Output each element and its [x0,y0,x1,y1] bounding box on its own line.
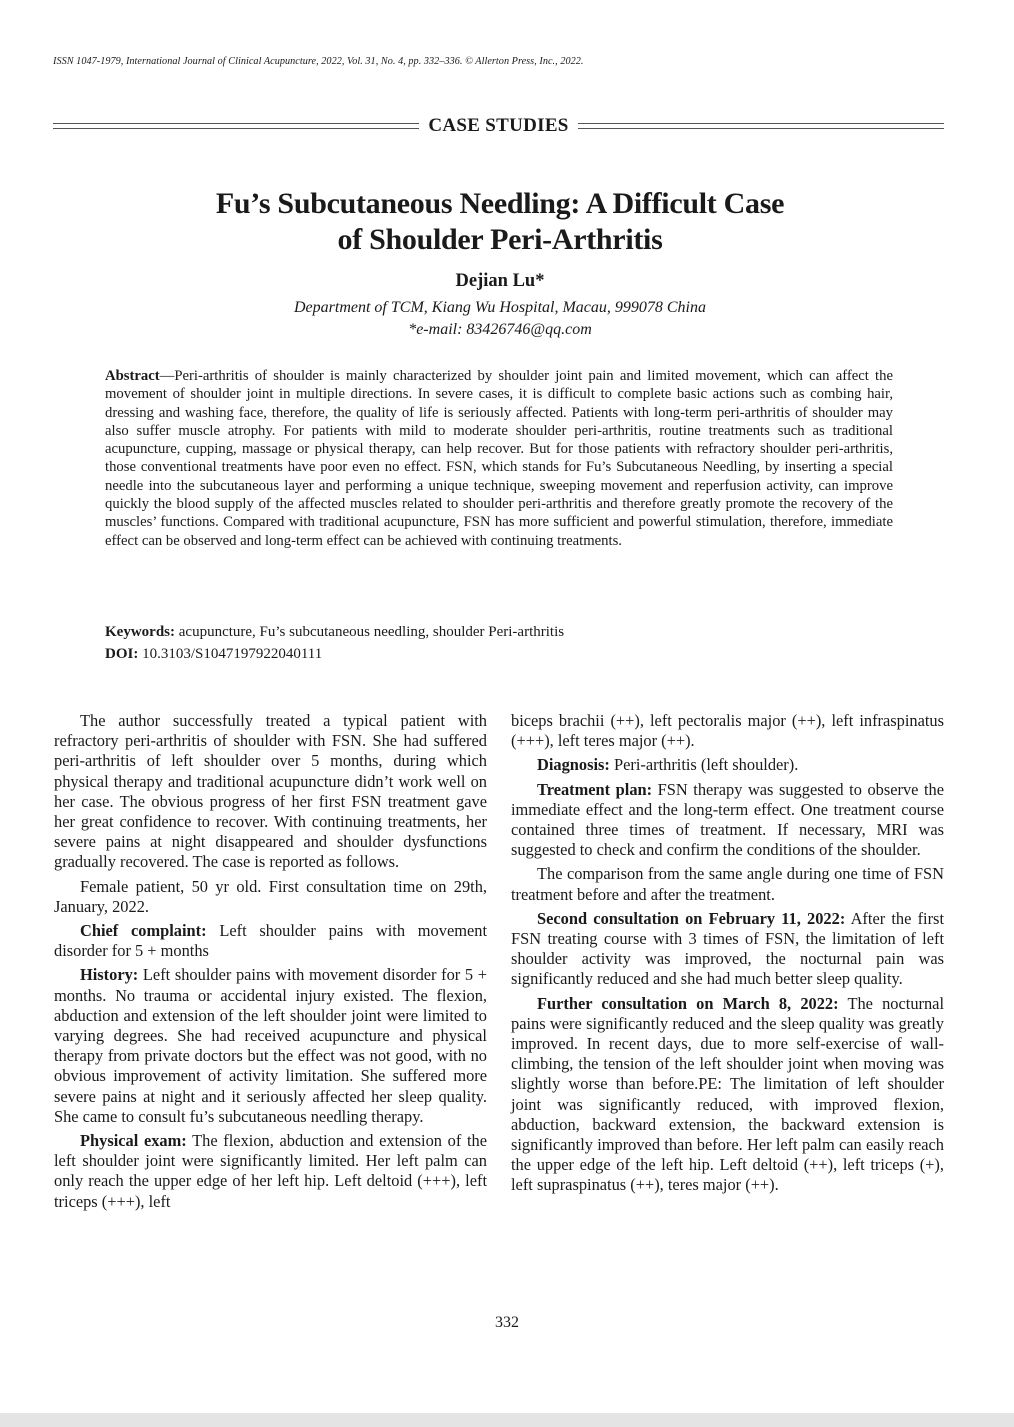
body-paragraph-intro: The author successfully treated a typical patient with refractory peri-arthritis of shoulder with FSN. She had suffered peri-arthritis of left shoulder over 5 months, during which physical therapy and traditional acupuncture didn’t work well on her case. The obvious progress of her first FSN treatment gave her great confidence to recover. With continuing treatments, her severe pains at night disappeared and shoulder dysfunctions gradually recovered. The case is reported as follows. [54,711,487,872]
chief-complaint-label: Chief complaint: [80,921,207,941]
diagnosis [511,755,944,775]
second-consultation [511,909,944,990]
page-number: 332 [495,1314,519,1331]
keywords-block [105,621,893,665]
affiliation: Department of TCM, Kiang Wu Hospital, Macau, 999078 China [294,299,706,316]
banner-rule-right [578,123,944,129]
author-email: *e-mail: 83426746@qq.com [408,321,592,338]
history-label: History: [80,965,139,985]
abstract-label: Abstract [105,368,160,384]
second-consultation-text: After the first FSN treating course with 3 times of FSN, the limitation of left shoulder activity was improved, the nocturnal pain was significantly reduced and she had much better sleep quality. [511,908,944,989]
banner-rule-left [53,123,419,129]
doi [105,643,893,665]
journal-citation: ISSN 1047-1979, International Journal of Clinical Acupuncture, 2022, Vol. 31, No. 4, pp. 332–336. © Allerton Press, Inc., 2022. [53,56,584,67]
physical-exam-continued: biceps brachii (++), left pectoralis major (++), left infraspinatus (+++), left teres major (++). [511,711,944,751]
physical-exam [54,1131,487,1212]
comparison-paragraph: The comparison from the same angle during one time of FSN treatment before and after the treatment. [511,864,944,904]
further-consultation-label: Further consultation on March 8, 2022: [537,993,839,1013]
title-line-1: Fu’s Subcutaneous Needling: A Difficult Case [215,187,785,220]
article-title [100,186,900,258]
body-column-right [511,711,944,1200]
diagnosis-label: Diagnosis: [537,755,610,775]
physical-exam-label: Physical exam: [80,1131,187,1151]
author-name: Dejian Lu* [455,271,545,291]
keywords-label: Keywords: [105,624,175,640]
section-banner [53,113,944,139]
body-paragraph-patient: Female patient, 50 yr old. First consultation time on 29th, January, 2022. [54,876,487,916]
abstract-text: —Peri-arthritis of shoulder is mainly characterized by shoulder joint pain and limited movement, which can affect the movement of shoulder joint in multiple directions. In severe cases, it is difficult to complete basic actions such as combing hair, dressing and washing face, therefore, the quality of life is seriously affected. Patients with long-term peri-arthritis of shoulder may also suffer muscle atrophy. For patients with mild to moderate shoulder peri-arthritis, routine treatments such as traditional acupuncture, cupping, massage or physical therapy, can help recover. But for those patients with refractory shoulder peri-arthritis, those conventional treatments have poor even no effect. FSN, which stands for Fu’s Subcutaneous Needling, by inserting a special needle into the subcutaneous layer and performing a unique technique, sweeping movement and reperfusion activity, can improve quickly the blood supply of the affected muscles related to shoulder peri-arthritis and therefore greatly promote the recovery of the muscles’ functions. Compared with traditional acupuncture, FSN has more sufficient and powerful stimulation, therefore, immediate effect can be observed and long-term effect can be achieved with continuing treatments. [105,368,893,549]
section-heading: CASE STUDIES [428,115,569,136]
doi-label: DOI: [105,646,139,662]
history-text: Left shoulder pains with movement disorder for 5 + months. No trauma or accidental injury existed. The flexion, abduction and extension of the left shoulder joint were limited to varying degrees. She had received acupuncture and physical therapy from private doctors but the effect was not good, with no obvious improvement of activity limitation. She suffered more severe pains at night and it seriously affected her sleep quality. She came to consult fu’s subcutaneous needling therapy. [54,965,487,1126]
title-line-2: of Shoulder Peri-Arthritis [337,223,663,256]
further-consultation [511,994,944,1196]
history [54,965,487,1127]
physical-exam-text: The flexion, abduction and extension of the left shoulder joint were significantly limited. Her left palm can only reach the upper edge of her left hip. Left deltoid (+++), left triceps (+++), left [54,1131,487,1211]
treatment-plan-label: Treatment plan: [537,779,653,799]
further-consultation-text: The nocturnal pains were significantly reduced and the sleep quality was greatly improved. In recent days, due to more self-exercise of wall-climbing, the tension of the left shoulder joint when moving was slightly worse than before.PE: The limitation of left shoulder joint was significantly reduced, with improved flexion, abduction, backward extension, the backward extension is significantly improved than before. Her left palm can easily reach the upper edge of the left hip. Left deltoid (++), left triceps (+), left supraspinatus (++), teres major (++). [511,993,944,1195]
second-consultation-label: Second consultation on February 11, 2022: [537,908,846,928]
diagnosis-text: Peri-arthritis (left shoulder). [609,755,799,775]
abstract [105,367,893,550]
chief-complaint-text: Left shoulder pains with movement disorder for 5 + months [54,921,487,961]
doi-text: 10.3103/S1047197922040111 [138,646,323,662]
treatment-plan-text: FSN therapy was suggested to observe the immediate effect and the long-term effect. One treatment course contained three times of treatment. If necessary, MRI was suggested to check and confirm the conditions of the shoulder. [511,779,944,860]
author-affiliation-block [100,297,900,341]
chief-complaint [54,921,487,961]
viewer-bottom-bar [0,1413,1014,1427]
keywords [105,621,893,643]
treatment-plan [511,780,944,861]
keywords-text: acupuncture, Fu’s subcutaneous needling, shoulder Peri-arthritis [175,624,565,640]
body-column-left [54,711,487,1216]
